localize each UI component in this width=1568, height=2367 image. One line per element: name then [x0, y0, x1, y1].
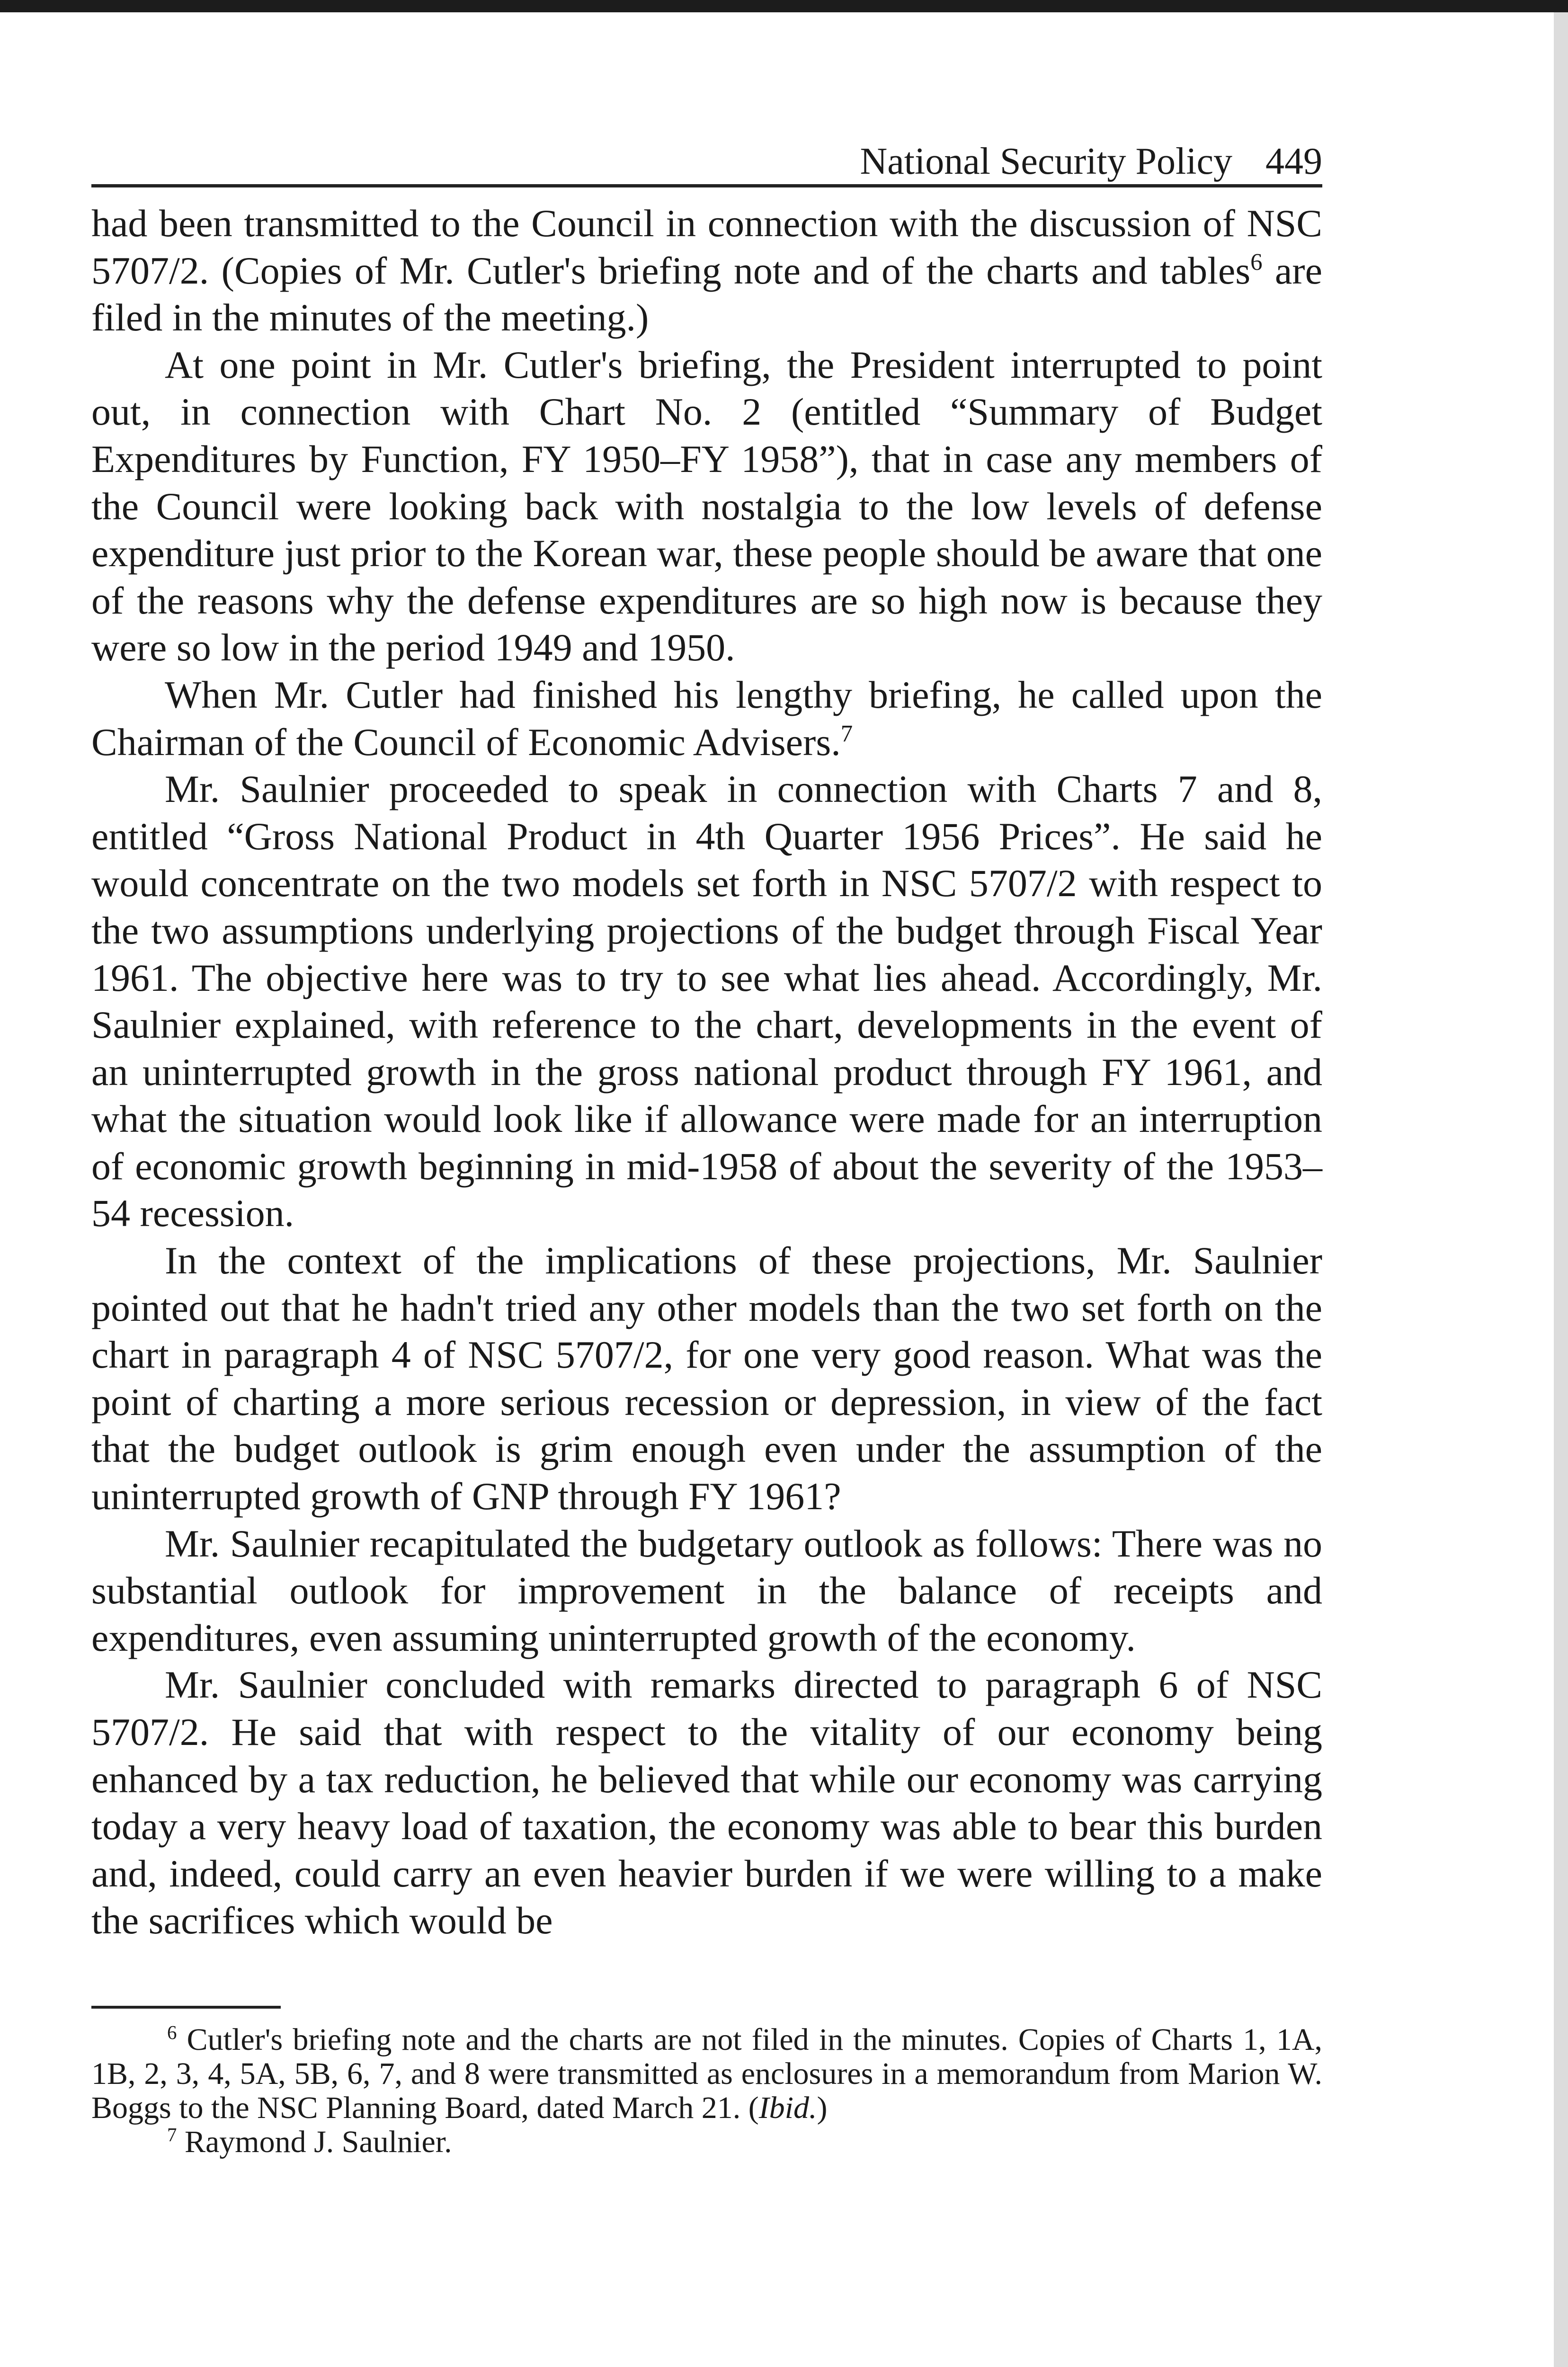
- paragraph-2: At one point in Mr. Cutler's briefing, the President interrupted to point out, in connection with Chart No. 2 (entitled “Summary of Budget Expenditures by Function, FY 1950–FY 1958”), that in case any members of the Council were looking back with nostalgia to the low levels of defense expenditure just prior to the Korean war, these people should be aware that one of the reasons why the defense expenditures are so high now is because they were so low in the period 1949 and 1950.: [91, 343, 1322, 669]
- paragraph-5: In the context of the implications of these projections, Mr. Saulnier pointed out that he hadn't tried any other models than the two set forth on the chart in paragraph 4 of NSC 5707/2, for one very good reason. What was the point of charting a more serious recession or depression, in view of the fact that the budget outlook is grim enough even under the assumption of the uninterrupted growth of GNP through FY 1961?: [91, 1239, 1322, 1518]
- running-header: [91, 128, 1322, 187]
- footnote-number-6: 6: [167, 2021, 177, 2043]
- paragraph-6: Mr. Saulnier recapitulated the budgetary outlook as follows: There was no substantial outlook for improvement in the balance of receipts and expenditures, even assuming uninterrupted growth of the economy.: [91, 1522, 1322, 1659]
- footnote-divider: [91, 2006, 281, 2009]
- footnote-6: $^6$ Cutler's briefing note and the charts are not filed in the minutes. Copies of Charts 1, 1A, 1B, 2, 3, 4, 5A, 5B, 6, 7, and 8 were transmitted as enclosures in a memorandum from Marion W. Boggs to the NSC Planning Board, dated March 21. (Ibid.): [91, 2021, 1323, 2125]
- body-text: [91, 200, 1322, 1944]
- page-right-edge: [1554, 12, 1568, 2367]
- footnote-7: $^7$ Raymond J. Saulnier.: [167, 2124, 452, 2159]
- paragraph-1: had been transmitted to the Council in connection with the discussion of NSC 5707/2. (Copies of Mr. Cutler's briefing note and of the charts and tables$^6$ are filed in the minutes of the meeting.): [91, 202, 1322, 339]
- page-number: 449: [1265, 141, 1322, 182]
- document-page: [91, 128, 1322, 2159]
- page-top-border: [0, 0, 1568, 12]
- ibid-citation: Ibid.: [758, 2090, 817, 2125]
- header-title: National Security Policy: [860, 141, 1232, 182]
- footnote-number-7: 7: [167, 2124, 177, 2145]
- paragraph-4: Mr. Saulnier proceeded to speak in connection with Charts 7 and 8, entitled “Gross National Product in 4th Quarter 1956 Prices”. He said he would concentrate on the two models set forth in NSC 5707/2 with respect to the two assumptions underlying projections of the budget through Fiscal Year 1961. The objective here was to try to see what lies ahead. Accordingly, Mr. Saulnier explained, with reference to the chart, developments in the event of an uninterrupted growth in the gross national product through FY 1961, and what the situation would look like if allowance were made for an interruption of economic growth beginning in mid-1958 of about the severity of the 1953–54 recession.: [91, 767, 1322, 1235]
- paragraph-3: When Mr. Cutler had finished his lengthy briefing, he called upon the Chairman of the Council of Economic Advisers.$^7$: [91, 673, 1322, 764]
- footnotes: [91, 2023, 1322, 2159]
- paragraph-7: Mr. Saulnier concluded with remarks directed to paragraph 6 of NSC 5707/2. He said that with respect to the vitality of our economy being enhanced by a tax reduction, he believed that while our economy was carrying today a very heavy load of taxation, the economy was able to bear this burden and, indeed, could carry an even heavier burden if we were willing to a make the sacrifices which would be: [91, 1663, 1322, 1942]
- footnote-ref-6[interactable]: 6: [1250, 249, 1263, 276]
- footnote-ref-7[interactable]: 7: [840, 720, 853, 747]
